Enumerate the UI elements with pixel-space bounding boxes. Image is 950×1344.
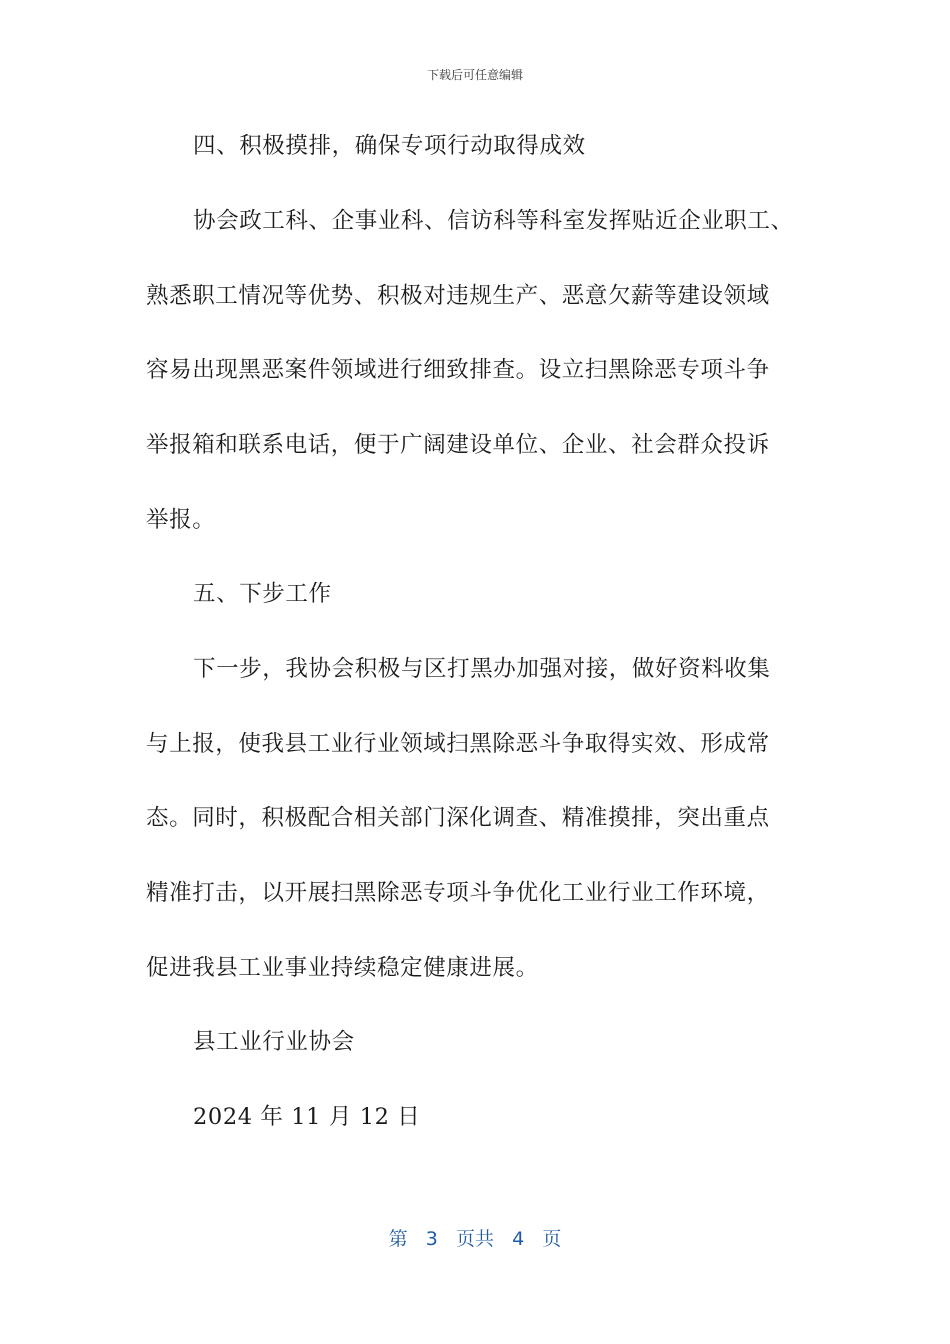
paragraph-line: 精准打击，以开展扫黑除恶专项斗争优化工业行业工作环境， [146, 880, 770, 906]
footer-suffix: 页 [542, 1228, 562, 1250]
paragraph-line: 下一步，我协会积极与区打黑办加强对接，做好资料收集 [193, 656, 771, 682]
paragraph-line: 熟悉职工情况等优势、积极对违规生产、恶意欠薪等建设领域 [146, 283, 770, 309]
section-heading-4: 四、积极摸排，确保专项行动取得成效 [193, 133, 586, 159]
paragraph-line: 促进我县工业事业持续稳定健康进展。 [146, 955, 539, 981]
footer-middle: 页共 [455, 1228, 494, 1250]
paragraph-line: 协会政工科、企事业科、信访科等科室发挥贴近企业职工、 [193, 208, 794, 234]
page-header-note: 下载后可任意编辑 [426, 68, 523, 82]
page-number-footer [0, 1226, 950, 1252]
footer-prefix: 第 [388, 1228, 408, 1250]
paragraph-line: 举报箱和联系电话，便于广阔建设单位、企业、社会群众投诉 [146, 432, 770, 458]
paragraph-line: 举报。 [146, 507, 216, 533]
paragraph-line: 容易出现黑恶案件领域进行细致排查。设立扫黑除恶专项斗争 [146, 357, 770, 383]
signature-date: 2024 年 11 月 12 日 [193, 1104, 421, 1130]
signature-organization: 县工业行业协会 [193, 1029, 355, 1055]
footer-total-pages: 4 [512, 1228, 525, 1250]
paragraph-line: 态。同时，积极配合相关部门深化调查、精准摸排，突出重点 [146, 805, 770, 831]
paragraph-line: 与上报，使我县工业行业领域扫黑除恶斗争取得实效、形成常 [146, 731, 770, 757]
footer-current-page: 3 [425, 1228, 438, 1250]
section-heading-5: 五、下步工作 [193, 581, 332, 607]
